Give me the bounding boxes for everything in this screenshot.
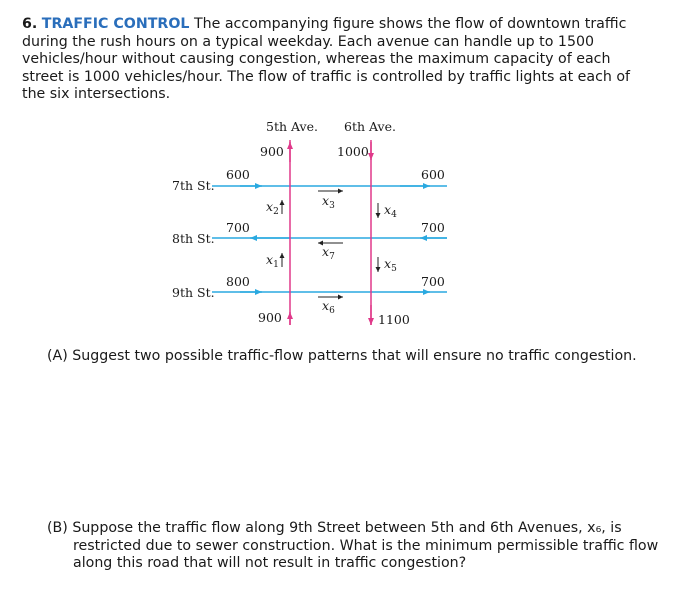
flow-8th-right: 700	[421, 220, 445, 235]
flow-9th-left: 800	[226, 274, 250, 289]
street-7th-label: 7th St.	[172, 178, 215, 193]
question-b: (B) Suppose the traffic flow along 9th Street between 5th and 6th Avenues, x₆, is restricted due to sewer construction. What is the minimum permissible traffic flow along this road that will not result in traffic congestion?	[47, 520, 659, 572]
avenue-6th-label: 6th Ave.	[344, 119, 396, 134]
flow-7th-right: 600	[421, 167, 445, 182]
x5-label: $x_5$	[384, 256, 397, 274]
flow-6th-top: 1000	[337, 144, 369, 159]
question-a: (A) Suggest two possible traffic-flow patterns that will ensure no traffic congestion.	[47, 348, 637, 364]
flow-5th-bottom: 900	[258, 310, 282, 325]
problem-number: 6.	[22, 16, 38, 32]
x1-label: $x_1$	[266, 252, 279, 270]
flow-7th-left: 600	[226, 167, 250, 182]
street-9th-label: 9th St.	[172, 285, 215, 300]
problem-text: The accompanying figure shows the flow of downtown traffic during the rush hours on a typical weekday. Each avenue can handle up to 1500 vehicles/hour without causing congestion, whereas the maximum capacity of each street is 1000 vehicles/hour. The flow of traffic is controlled by traffic lights at each of the six intersections.	[22, 16, 631, 103]
flow-5th-top: 900	[260, 144, 284, 159]
flow-8th-left: 700	[226, 220, 250, 235]
x6-label: $x_6$	[322, 298, 335, 316]
x3-label: $x_3$	[322, 193, 335, 211]
x4-label: $x_4$	[384, 202, 397, 220]
x7-label: $x_7$	[322, 244, 335, 262]
x2-label: $x_2$	[266, 199, 279, 217]
avenue-5th-label: 5th Ave.	[266, 119, 318, 134]
street-8th-label: 8th St.	[172, 231, 215, 246]
flow-6th-bottom: 1100	[378, 312, 410, 327]
flow-9th-right: 700	[421, 274, 445, 289]
problem-title: TRAFFIC CONTROL	[41, 16, 190, 32]
